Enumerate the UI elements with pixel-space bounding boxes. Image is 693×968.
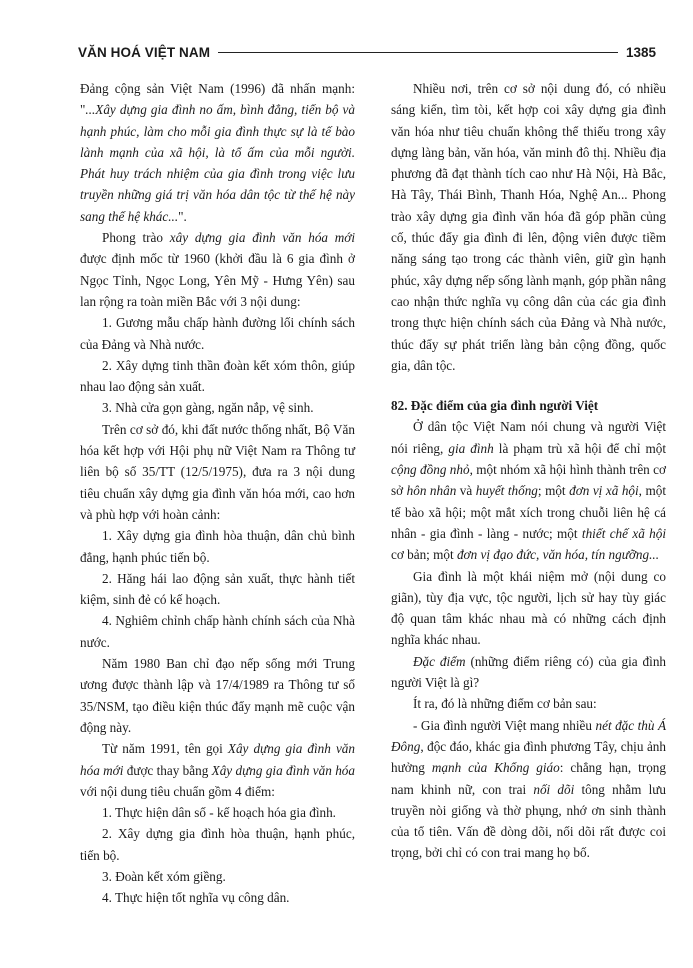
paragraph — [80, 355, 355, 398]
text-run: Trên cơ sở đó, khi đất nước thống nhất, Bộ Văn hóa kết hợp với Hội phụ nữ Việt Nam ra Thông tư liên bộ số 35/TT (12/5/1975), đưa ra 3 nội dung tiêu chuẩn xây dựng gia đình văn hóa mới, cao hơn và phù hợp với hoàn cảnh: — [80, 421, 355, 522]
right-text-column — [391, 78, 666, 864]
italic-text: nối dõi — [533, 781, 575, 797]
text-run: Gia đình là một khái niệm mở (nội dung co giãn), tùy địa vực, tộc người, lịch sử hay tùy giác độ quan tâm khác nhau mà có những cách định nghĩa khác nhau. — [391, 568, 666, 648]
paragraph — [80, 738, 355, 802]
italic-text: cộng đồng nhỏ — [391, 462, 470, 478]
text-run: cơ bản; một — [391, 547, 457, 563]
paragraph — [80, 525, 355, 568]
text-run: Ít ra, đó là những điểm cơ bản sau: — [413, 696, 597, 712]
italic-text: Xây dựng gia đình văn hóa — [211, 762, 355, 778]
text-run: Đảng cộng sản Việt Nam (1996) đã nhấn mạnh: " — [80, 81, 355, 118]
italic-text: thiết chế xã hội — [581, 525, 666, 541]
text-run: 1. Thực hiện dân số - kế hoạch hóa gia đình. — [102, 805, 336, 821]
paragraph — [80, 866, 355, 887]
text-run: được định mốc từ 1960 (khởi đầu là 6 gia đình ở Ngọc Tỉnh, Ngọc Long, Yên Mỹ - Hưng Yên) sau lan rộng ra toàn miền Bắc với 3 nội dung: — [80, 251, 355, 309]
text-run: và — [456, 483, 476, 499]
paragraph — [80, 653, 355, 738]
italic-text: hôn nhân — [406, 483, 457, 499]
paragraph — [80, 823, 355, 866]
text-run: ". — [178, 208, 187, 224]
italic-text: Xây dựng gia đình văn hóa mới — [80, 741, 355, 778]
text-run: 4. Thực hiện tốt nghĩa vụ công dân. — [102, 890, 290, 906]
paragraph — [80, 227, 355, 312]
text-run: (những điểm riêng có) của gia đình người Việt là gì? — [391, 653, 667, 691]
text-run: 2. Xây dựng gia đình hòa thuận, hạnh phúc, tiến bộ. — [80, 826, 355, 863]
italic-text: đơn vị đạo đức, văn hóa, tín ngưỡng... — [456, 547, 660, 563]
paragraph — [80, 887, 355, 908]
left-text-column — [80, 78, 355, 909]
text-run: Ở dân tộc Việt Nam nói chung và người Việt nói riêng, — [391, 419, 666, 456]
paragraph — [80, 78, 355, 227]
text-run: - Gia đình người Việt mang nhiều — [413, 717, 596, 733]
italic-text: đơn vị xã hội — [569, 483, 639, 499]
text-run: 82. Đặc điểm của gia đình người Việt — [391, 398, 599, 414]
paragraph — [391, 78, 666, 376]
text-run: Từ năm 1991, tên gọi — [102, 741, 228, 757]
text-run: được thay bằng — [123, 762, 212, 778]
paragraph — [80, 397, 355, 418]
italic-text: gia đình — [448, 440, 494, 456]
text-run: 3. Đoàn kết xóm giềng. — [102, 868, 226, 884]
text-run: Nhiều nơi, trên cơ sở nội dung đó, có nhiều sáng kiến, tìm tòi, kết hợp coi xây dựng gia đình văn hóa như tiêu chuẩn không thể thiếu trong xây dựng làng bản, văn hóa, văn minh đô thị. Nhiều địa phương đã đạt thành tích cao như Hà Nội, Hà Bắc, Hà Tây, Thái Bình, Thanh Hóa, Nghệ An... Phong trào xây dựng gia đình văn hóa đã góp phần củng cố, thúc đẩy gia đình đi lên, động viên được tiềm năng sáng tạo trong các thành viên, giữ gìn hạnh phúc, xây dựng nếp sống lành mạnh, góp phần nâng cao nhận thức nghĩa vụ công dân của các gia đình trong thực hiện chính sách của Đảng và Nhà nước, thúc đẩy sự phát triển làng bản cộng đồng, quốc gia, dân tộc. — [391, 81, 666, 373]
text-run: 2. Xây dựng tinh thần đoàn kết xóm thôn, giúp nhau lao động sản xuất. — [80, 357, 355, 395]
header-rule — [218, 52, 618, 53]
paragraph — [80, 419, 355, 525]
running-title: VĂN HOÁ VIỆT NAM — [78, 44, 211, 60]
text-run: 1. Gương mẫu chấp hành đường lối chính sách của Đảng và Nhà nước. — [80, 315, 355, 352]
paragraph — [80, 802, 355, 823]
paragraph — [80, 312, 355, 355]
paragraph — [391, 651, 666, 694]
text-run: , một nhóm xã hội hình thành trên cơ sở — [391, 462, 666, 499]
italic-text: nét đặc thù Á Đông — [391, 717, 667, 754]
italic-text: huyết thống — [475, 483, 538, 499]
text-run: , một tế bào xã hội; một mắt xích trong chuỗi liên hệ cá nhân - gia đình - làng - nước; một — [391, 483, 666, 541]
text-run: là phạm trù xã hội để chỉ một — [493, 440, 666, 456]
paragraph — [80, 610, 355, 653]
text-run: 2. Hăng hái lao động sản xuất, thực hành tiết kiệm, sinh đẻ có kế hoạch. — [80, 570, 355, 608]
text-run: với nội dung tiêu chuẩn gồm 4 điểm: — [80, 783, 275, 799]
italic-text: ...Xây dựng gia đình no ấm, bình đẳng, tiến bộ và hạnh phúc, làm cho mỗi gia đình thực sự là tế bào lành mạnh của xã hội, là tổ ấm của mỗi người. Phát huy trách nhiệm của gia đình trong việc lưu truyền những giá trị văn hóa dân tộc từ thế hệ này sang thế hệ khác... — [80, 102, 355, 224]
text-run: , độc đáo, khác gia đình phương Tây, chịu ảnh hưởng — [391, 738, 666, 776]
paragraph — [391, 715, 666, 864]
text-run: 3. Nhà cửa gọn gàng, ngăn nắp, vệ sinh. — [102, 400, 314, 416]
paragraph — [391, 566, 666, 651]
text-run: Năm 1980 Ban chỉ đạo nếp sống mới Trung ương được thành lập và 17/4/1989 ra Thông tư số 35/NSM, tạo điều kiện thúc đẩy mạnh mẽ cuộc vận động này. — [80, 656, 355, 735]
paragraph — [391, 693, 666, 714]
text-run: tông nhằm lưu truyền nòi giống và thờ phụng, nhớ ơn sinh thành của tổ tiên. Vấn đề dòng dõi, nối dõi rất được coi trọng, bởi chỉ có con trai mang họ bố. — [391, 781, 666, 861]
italic-text: mạnh của Khổng giáo — [431, 760, 560, 776]
text-run: Phong trào — [102, 230, 170, 246]
paragraph — [80, 568, 355, 611]
text-run: : chẳng hạn, trọng nam khinh nữ, con trai — [391, 760, 666, 797]
text-run: 1. Xây dựng gia đình hòa thuận, dân chủ bình đẳng, hạnh phúc tiến bộ. — [80, 528, 355, 565]
text-run: ; một — [537, 483, 570, 499]
paragraph — [391, 416, 666, 565]
page-number: 1385 — [625, 44, 656, 60]
section-heading — [391, 395, 666, 416]
text-run: 4. Nghiêm chỉnh chấp hành chính sách của Nhà nước. — [80, 613, 355, 650]
running-header — [78, 42, 656, 62]
italic-text: Đặc điểm — [413, 653, 466, 669]
italic-text: xây dựng gia đình văn hóa mới — [169, 230, 356, 246]
